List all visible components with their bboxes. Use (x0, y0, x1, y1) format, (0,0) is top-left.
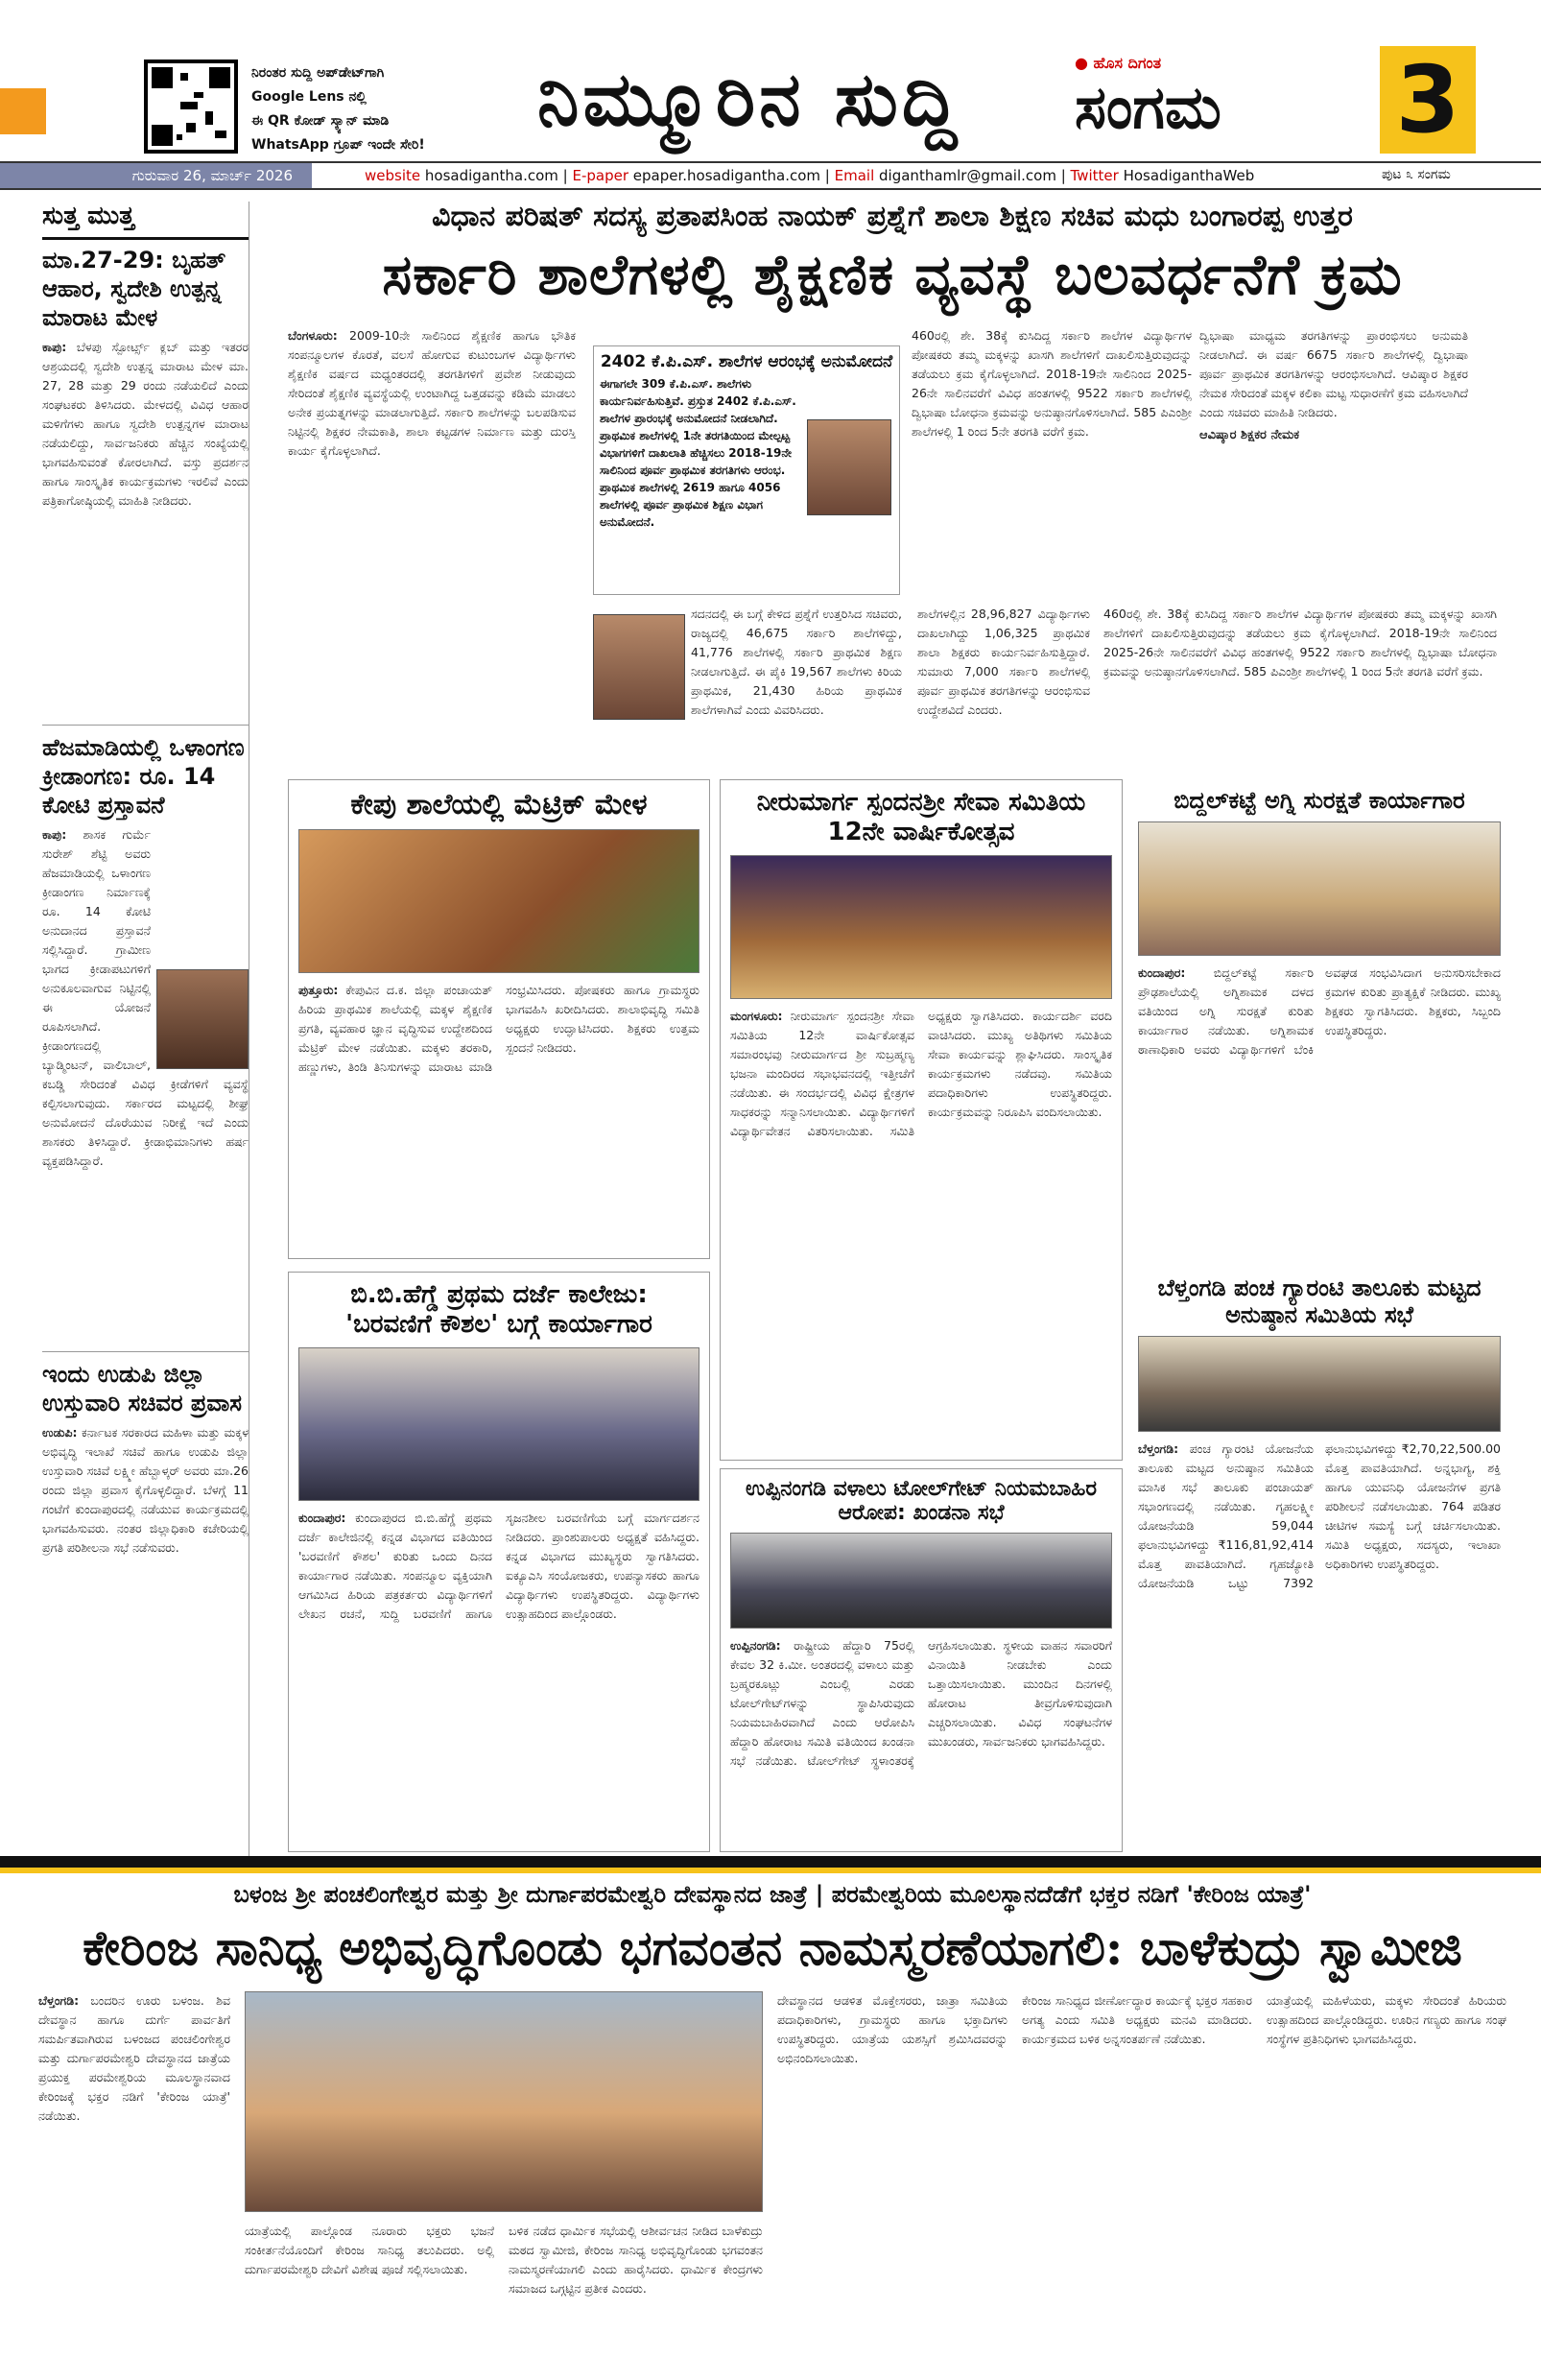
lead-col-2: ಸದನದಲ್ಲಿ ಈ ಬಗ್ಗೆ ಕೇಳಿದ ಪ್ರಶ್ನೆಗೆ ಉತ್ತರಿಸಿದ ಸಚಿವರು, ರಾಜ್ಯದಲ್ಲಿ 46,675 ಸರ್ಕಾರಿ ಶಾಲೆಗಳಿದ್ದು, 41,776 ಶಾಲೆಗಳಲ್ಲಿ ಸರ್ಕಾರಿ ಪ್ರಾಥಮಿಕ ಶಿಕ್ಷಣ ನೀಡಲಾಗುತ್ತಿದೆ. ಈ ಪೈಕಿ 19,567 ಶಾಲೆಗಳು ಕಿರಿಯ ಪ್ರಾಥಮಿಕ, 21,430 ಹಿರಿಯ ಪ್ರಾಥಮಿಕ ಶಾಲೆಗಳಾಗಿವೆ ಎಂದು ವಿವರಿಸಿದರು. (691, 607, 902, 717)
lead-kicker: ವಿಧಾನ ಪರಿಷತ್ ಸದಸ್ಯ ಪ್ರತಾಪಸಿಂಹ ನಾಯಕ್ ಪ್ರಶ್ನೆಗೆ ಶಾಲಾ ಶಿಕ್ಷಣ ಸಚಿವ ಮಧು ಬಂಗಾರಪ್ಪ ಉತ್ತರ (432, 200, 1353, 233)
brief-headline: ಇಂದು ಉಡುಪಿ ಜಿಲ್ಲಾ ಉಸ್ತುವಾರಿ ಸಚಿವರ ಪ್ರವಾಸ (42, 1361, 242, 1416)
page-number: 3 (1380, 46, 1476, 154)
story-uppinangadi: ಉಪ್ಪಿನಂಗಡಿ ವಳಾಲು ಟೋಲ್‌ಗೇಟ್ ನಿಯಮಬಾಹಿರ ಆರೋಪ: ಖಂಡನಾ ಸಭೆ ಉಪ್ಪಿನಂಗಡಿ: ರಾಷ್ಟ್ರೀಯ ಹೆದ್ದಾರಿ 75ರಲ್ಲಿ ಕೇವಲ 32 ಕಿ.ಮೀ. ಅಂತರದಲ್ಲಿ ವಳಾಲು ಮತ್ತು ಬ್ರಹ್ಮರಕೂಟ್ಲು ಎಂಬಲ್ಲಿ ಎರಡು ಟೋಲ್‌ಗೇಟ್‌ಗಳನ್ನು ಸ್ಥಾಪಿಸಿರುವುದು ನಿಯಮಬಾಹಿರವಾಗಿದೆ ಎಂದು ಆರೋಪಿಸಿ ಹೆದ್ದಾರಿ ಹೋರಾಟ ಸಮಿತಿ ವತಿಯಿಂದ ಖಂಡನಾ ಸಭೆ ನಡೆಯಿತು. ಟೋಲ್‌ಗೇಟ್ ಸ್ಥಳಾಂತರಕ್ಕೆ ಆಗ್ರಹಿಸಲಾಯಿತು. ಸ್ಥಳೀಯ ವಾಹನ ಸವಾರರಿಗೆ ವಿನಾಯಿತಿ ನೀಡಬೇಕು ಎಂದು ಒತ್ತಾಯಿಸಲಾಯಿತು. ಮುಂದಿನ ದಿನಗಳಲ್ಲಿ ಹೋರಾಟ ತೀವ್ರಗೊಳಿಸುವುದಾಗಿ ಎಚ್ಚರಿಸಲಾಯಿತು. ವಿವಿಧ ಸಂಘಟನೆಗಳ ಮುಖಂಡರು, ಸಾರ್ವಜನಿಕರು ಭಾಗವಹಿಸಿದ್ದರು. (720, 1468, 1123, 1852)
protest-meeting-photo (730, 1533, 1112, 1629)
lead-col-4: 460ರಲ್ಲಿ ಶೇ. 38ಕ್ಕೆ ಕುಸಿದಿದ್ದ ಸರ್ಕಾರಿ ಶಾಲೆಗಳ ವಿದ್ಯಾರ್ಥಿಗಳ ಪೋಷಕರು ತಮ್ಮ ಮಕ್ಕಳನ್ನು ಖಾಸಗಿ ಶಾಲೆಗಳಿಗೆ ದಾಖಲಿಸುತ್ತಿರುವುದನ್ನು ತಡೆಯಲು ಕ್ರಮ ಕೈಗೊಳ್ಳಲಾಗಿದೆ. 2018-19ನೇ ಸಾಲಿನಿಂದ 2025-26ನೇ ಸಾಲಿನವರೆಗೆ ವಿವಿಧ ಹಂತಗಳಲ್ಲಿ 9522 ಸರ್ಕಾರಿ ಶಾಲೆಗಳಲ್ಲಿ ದ್ವಿಭಾಷಾ ಬೋಧನಾ ಕ್ರಮವನ್ನು ಅನುಷ್ಠಾನಗೊಳಿಸಲಾಗಿದೆ. 585 ಪಿಎಂಶ್ರೀ ಶಾಲೆಗಳಲ್ಲಿ 1 ರಿಂದ 5ನೇ ತರಗತಿ ವರೆಗೆ ಕ್ರಮ. (912, 328, 1192, 439)
issue-date: ಗುರುವಾರ 26, ಮಾರ್ಚ್ 2026 (0, 163, 312, 188)
masthead (0, 0, 1541, 161)
mla-photo (156, 969, 249, 1069)
minister-photo (807, 419, 891, 515)
bottom-story: ಬೆಳ್ತಂಗಡಿ: ಬಂದರಿನ ಊರು ಬಳಂಜ. ಶಿವ ದೇವಸ್ಥಾನ ಹಾಗೂ ದುರ್ಗೆ ಪಾರ್ವತಿಗೆ ಸಮರ್ಪಿತವಾಗಿರುವ ಬಳಂಜದ ಪಂಚಲಿಂಗೇಶ್ವರ ಮತ್ತು ದುರ್ಗಾಪರಮೇಶ್ವರಿ ದೇವಸ್ಥಾನದ ಜಾತ್ರೆಯ ಪ್ರಯುಕ್ತ ಪರಮೇಶ್ವರಿಯ ಮೂಲಸ್ಥಾನವಾದ ಕೇರಿಂಜಕ್ಕೆ ಭಕ್ತರ ನಡಿಗೆ 'ಕೇರಿಂಜ ಯಾತ್ರೆ' ನಡೆಯಿತು. ಯಾತ್ರೆಯಲ್ಲಿ ಪಾಲ್ಗೊಂಡ ನೂರಾರು ಭಕ್ತರು ಭಜನೆ ಸಂಕೀರ್ತನೆಯೊಂದಿಗೆ ಕೇರಿಂಜ ಸಾನಿಧ್ಯ ತಲುಪಿದರು. ಅಲ್ಲಿ ದುರ್ಗಾಪರಮೇಶ್ವರಿ ದೇವಿಗೆ ವಿಶೇಷ ಪೂಜೆ ಸಲ್ಲಿಸಲಾಯಿತು. ಬಳಿಕ ನಡೆದ ಧಾರ್ಮಿಕ ಸಭೆಯಲ್ಲಿ ಆಶೀರ್ವಚನ ನೀಡಿದ ಬಾಳೆಕುದ್ರು ಮಠದ ಸ್ವಾಮೀಜಿ, ಕೇರಿಂಜ ಸಾನಿಧ್ಯ ಅಭಿವೃದ್ಧಿಗೊಂಡು ಭಗವಂತನ ನಾಮಸ್ಮರಣೆಯಾಗಲಿ ಎಂದು ಹಾರೈಸಿದರು. ಧಾರ್ಮಿಕ ಕೇಂದ್ರಗಳು ಸಮಾಜದ ಒಗ್ಗಟ್ಟಿನ ಪ್ರತೀಕ ಎಂದರು. ದೇವಸ್ಥಾನದ ಆಡಳಿತ ಮೊಕ್ತೇಸರರು, ಜಾತ್ರಾ ಸಮಿತಿಯ ಪದಾಧಿಕಾರಿಗಳು, ಗ್ರಾಮಸ್ಥರು ಹಾಗೂ ಭಕ್ತಾದಿಗಳು ಉಪಸ್ಥಿತರಿದ್ದರು. ಯಾತ್ರೆಯ ಯಶಸ್ಸಿಗೆ ಶ್ರಮಿಸಿದವರನ್ನು ಅಭಿನಂದಿಸಲಾಯಿತು. ಕೇರಿಂಜ ಸಾನಿಧ್ಯದ ಜೀರ್ಣೋದ್ಧಾರ ಕಾರ್ಯಕ್ಕೆ ಭಕ್ತರ ಸಹಕಾರ ಅಗತ್ಯ ಎಂದು ಸಮಿತಿ ಅಧ್ಯಕ್ಷರು ಮನವಿ ಮಾಡಿದರು. ಕಾರ್ಯಕ್ರಮದ ಬಳಿಕ ಅನ್ನಸಂತರ್ಪಣೆ ನಡೆಯಿತು. ಯಾತ್ರೆಯಲ್ಲಿ ಮಹಿಳೆಯರು, ಮಕ್ಕಳು ಸೇರಿದಂತೆ ಹಿರಿಯರು ಉತ್ಸಾಹದಿಂದ ಪಾಲ್ಗೊಂಡಿದ್ದರು. ಊರಿನ ಗಣ್ಯರು ಹಾಗೂ ಸಂಘ ಸಂಸ್ಥೆಗಳ ಪ್ರತಿನಿಧಿಗಳು ಭಾಗವಹಿಸಿದ್ದರು. (38, 1993, 1506, 2296)
lead-infobox: 2402 ಕೆ.ಪಿ.ಎಸ್. ಶಾಲೆಗಳ ಆರಂಭಕ್ಕೆ ಅನುಮೋದನೆ ಈಗಾಗಲೇ 309 ಕೆ.ಪಿ.ಎಸ್. ಶಾಲೆಗಳು ಕಾರ್ಯನಿರ್ವಹಿಸುತ್ತಿವೆ. ಪ್ರಸ್ತುತ 2402 ಕೆ.ಪಿ.ಎಸ್. ಶಾಲೆಗಳ ಪ್ರಾರಂಭಕ್ಕೆ ಅನುಮೋದನೆ ನೀಡಲಾಗಿದೆ. ಪ್ರಾಥಮಿಕ ಶಾಲೆಗಳಲ್ಲಿ 1ನೇ ತರಗತಿಯಿಂದ ಮೇಲ್ಪಟ್ಟ ವಿಭಾಗಗಳಿಗೆ ದಾಖಲಾತಿ ಹೆಚ್ಚಿಸಲು 2018-19ನೇ ಸಾಲಿನಿಂದ ಪೂರ್ವ ಪ್ರಾಥಮಿಕ ತರಗತಿಗಳು ಆರಂಭ. ಪ್ರಾಥಮಿಕ ಶಾಲೆಗಳಲ್ಲಿ 2619 ಹಾಗೂ 4056 ಶಾಲೆಗಳಲ್ಲಿ ಪೂರ್ವ ಪ್ರಾಥಮಿಕ ಶಿಕ್ಷಣ ವಿಭಾಗ ಅನುಮೋದನೆ. (593, 345, 900, 595)
brief-headline: ಹೆಜಮಾಡಿಯಲ್ಲಿ ಒಳಾಂಗಣ ಕ್ರೀಡಾಂಗಣ: ರೂ. 14 ಕೋಟಿ ಪ್ರಸ್ತಾವನೆ (42, 734, 245, 819)
brief-body: ಕಾಪು: ಶಾಸಕ ಗುರ್ಮೆ ಸುರೇಶ್ ಶೆಟ್ಟಿ ಅವರು ಹೆಜಮಾಡಿಯಲ್ಲಿ ಒಳಾಂಗಣ ಕ್ರೀಡಾಂಗಣ ನಿರ್ಮಾಣಕ್ಕೆ ರೂ. 14 ಕೋಟಿ ಅನುದಾನದ ಪ್ರಸ್ತಾವನೆ ಸಲ್ಲಿಸಿದ್ದಾರೆ. ಗ್ರಾಮೀಣ ಭಾಗದ ಕ್ರೀಡಾಪಟುಗಳಿಗೆ ಅನುಕೂಲವಾಗುವ ನಿಟ್ಟಿನಲ್ಲಿ ಈ ಯೋಜನೆ ರೂಪಿಸಲಾಗಿದೆ. ಕ್ರೀಡಾಂಗಣದಲ್ಲಿ ಬ್ಯಾಡ್ಮಿಂಟನ್, ವಾಲಿಬಾಲ್, ಕಬಡ್ಡಿ ಸೇರಿದಂತೆ ವಿವಿಧ ಕ್ರೀಡೆಗಳಿಗೆ ವ್ಯವಸ್ಥೆ ಕಲ್ಪಿಸಲಾಗುವುದು. ಸರ್ಕಾರದ ಮಟ್ಟದಲ್ಲಿ ಶೀಘ್ರ ಅನುಮೋದನೆ ದೊರೆಯುವ ನಿರೀಕ್ಷೆ ಇದೆ ಎಂದು ಶಾಸಕರು ತಿಳಿಸಿದ್ದಾರೆ. ಕ್ರೀಡಾಭಿಮಾನಿಗಳು ಹರ್ಷ ವ್ಯಕ್ತಪಡಿಸಿದ್ದಾರೆ. (42, 827, 249, 1168)
brief-body: ಉಡುಪಿ: ಕರ್ನಾಟಕ ಸರಕಾರದ ಮಹಿಳಾ ಮತ್ತು ಮಕ್ಕಳ ಅಭಿವೃದ್ಧಿ ಇಲಾಖೆ ಸಚಿವೆ ಹಾಗೂ ಉಡುಪಿ ಜಿಲ್ಲಾ ಉಸ್ತುವಾರಿ ಸಚಿವೆ ಲಕ್ಷ್ಮೀ ಹೆಬ್ಬಾಳ್ಕರ್ ಅವರು ಮಾ.26 ರಂದು ಜಿಲ್ಲಾ ಪ್ರವಾಸ ಕೈಗೊಳ್ಳಲಿದ್ದಾರೆ. ಬೆಳಗ್ಗೆ 11 ಗಂಟೆಗೆ ಕುಂದಾಪುರದಲ್ಲಿ ನಡೆಯುವ ಕಾರ್ಯಕ್ರಮದಲ್ಲಿ ಭಾಗವಹಿಸುವರು. ನಂತರ ಜಿಲ್ಲಾಧಿಕಾರಿ ಕಚೇರಿಯಲ್ಲಿ ಪ್ರಗತಿ ಪರಿಶೀಲನಾ ಸಭೆ ನಡೆಸುವರು. (42, 1425, 249, 1555)
bottom-kicker: ಬಳಂಜ ಶ್ರೀ ಪಂಚಲಿಂಗೇಶ್ವರ ಮತ್ತು ಶ್ರೀ ದುರ್ಗಾಪರಮೇಶ್ವರಿ ದೇವಸ್ಥಾನದ ಜಾತ್ರೆ | ಪರಮೇಶ್ವರಿಯ ಮೂಲಸ್ಥಾನದೆಡೆಗೆ ಭಕ್ತರ ನಡಿಗೆ 'ಕೇರಿಂಜ ಯಾತ್ರೆ' (233, 1881, 1312, 1908)
qr-instructions: ನಿರಂತರ ಸುದ್ದಿ ಅಪ್‌ಡೇಟ್‌ಗಾಗಿ Google Lens ನಲ್ಲಿ ಈ QR ಕೋಡ್ ಸ್ಕ್ಯಾನ್ ಮಾಡಿ WhatsApp ಗ್ರೂಪ್ ಇಂದೇ ಸೇರಿ! (251, 65, 425, 153)
section-divider-accent (0, 1868, 1541, 1873)
jatre-photo (245, 1991, 763, 2212)
page-label: ಪುಟ ೩ ಸಂಗಮ (1382, 167, 1451, 182)
brand-tag: ● ಹೊಸ ದಿಗಂತ (1075, 54, 1162, 72)
qr-code-icon[interactable] (144, 60, 238, 154)
story-bbhegde: ಬಿ.ಬಿ.ಹೆಗ್ಡೆ ಪ್ರಥಮ ದರ್ಜೆ ಕಾಲೇಜು: 'ಬರವಣಿಗೆ ಕೌಶಲ' ಬಗ್ಗೆ ಕಾರ್ಯಾಗಾರ ಕುಂದಾಪುರ: ಕುಂದಾಪುರದ ಬಿ.ಬಿ.ಹೆಗ್ಡೆ ಪ್ರಥಮ ದರ್ಜೆ ಕಾಲೇಜಿನಲ್ಲಿ ಕನ್ನಡ ವಿಭಾಗದ ವತಿಯಿಂದ 'ಬರವಣಿಗೆ ಕೌಶಲ' ಕುರಿತು ಒಂದು ದಿನದ ಕಾರ್ಯಾಗಾರ ನಡೆಯಿತು. ಸಂಪನ್ಮೂಲ ವ್ಯಕ್ತಿಯಾಗಿ ಆಗಮಿಸಿದ ಹಿರಿಯ ಪತ್ರಕರ್ತರು ವಿದ್ಯಾರ್ಥಿಗಳಿಗೆ ಲೇಖನ ರಚನೆ, ಸುದ್ದಿ ಬರವಣಿಗೆ ಹಾಗೂ ಸೃಜನಶೀಲ ಬರವಣಿಗೆಯ ಬಗ್ಗೆ ಮಾರ್ಗದರ್ಶನ ನೀಡಿದರು. ಪ್ರಾಂಶುಪಾಲರು ಅಧ್ಯಕ್ಷತೆ ವಹಿಸಿದ್ದರು. ಕನ್ನಡ ವಿಭಾಗದ ಮುಖ್ಯಸ್ಥರು ಸ್ವಾಗತಿಸಿದರು. ಐಕ್ಯೂಎಸಿ ಸಂಯೋಜಕರು, ಉಪನ್ಯಾಸಕರು ಹಾಗೂ ವಿದ್ಯಾರ್ಥಿಗಳು ಉಪಸ್ಥಿತರಿದ್ದರು. ವಿದ್ಯಾರ್ಥಿಗಳು ಉತ್ಸಾಹದಿಂದ ಪಾಲ್ಗೊಂಡರು. (288, 1272, 710, 1852)
section-title: ನಿಮ್ಮೂರಿನ ಸುದ್ದಿ (537, 56, 961, 143)
anniversary-photo (730, 855, 1112, 999)
section-divider (0, 1856, 1541, 1868)
brief-headline: ಮಾ.27-29: ಬೃಹತ್ ಆಹಾರ, ಸ್ವದೇಶಿ ಉತ್ಪನ್ನ ಮಾರಾಟ ಮೇಳ (42, 247, 226, 331)
lead-col-1: ಬೆಂಗಳೂರು: 2009-10ನೇ ಸಾಲಿನಿಂದ ಶೈಕ್ಷಣಿಕ ಹಾಗೂ ಭೌತಿಕ ಸಂಪನ್ಮೂಲಗಳ ಕೊರತೆ, ವಲಸೆ ಹೋಗುವ ಕುಟುಂಬಗಳ ವಿದ್ಯಾರ್ಥಿಗಳು ಶೈಕ್ಷಣಿಕ ವರ್ಷದ ಮಧ್ಯಂತರದಲ್ಲಿ ತರಗತಿಗಳಿಗೆ ಪ್ರವೇಶ ನೀಡುವುದು ಸೇರಿದಂತೆ ಶೈಕ್ಷಣಿಕ ವ್ಯವಸ್ಥೆಯಲ್ಲಿ ಉಂಟಾಗಿದ್ದ ಒತ್ತಡವನ್ನು ಕಡಿಮೆ ಮಾಡಲು ಅನೇಕ ಪ್ರಯತ್ನಗಳನ್ನು ಮಾಡಲಾಗುತ್ತಿದೆ. ಸರ್ಕಾರಿ ಶಾಲೆಗಳನ್ನು ಬಲಪಡಿಸುವ ನಿಟ್ಟಿನಲ್ಲಿ ಶಿಕ್ಷಕರ ನೇಮಕಾತಿ, ಶಾಲಾ ಕಟ್ಟಡಗಳ ನಿರ್ಮಾಣ ಮತ್ತು ದುರಸ್ತಿ ಕಾರ್ಯ ಕೈಗೊಳ್ಳಲಾಗಿದೆ. (288, 328, 576, 458)
website-link[interactable]: hosadigantha.com (424, 167, 558, 184)
story-kepu: ಕೇಪು ಶಾಲೆಯಲ್ಲಿ ಮೆಟ್ರಿಕ್ ಮೇಳ ಪುತ್ತೂರು: ಕೇಪುವಿನ ದ.ಕ. ಜಿಲ್ಲಾ ಪಂಚಾಯತ್ ಹಿರಿಯ ಪ್ರಾಥಮಿಕ ಶಾಲೆಯಲ್ಲಿ ಮಕ್ಕಳ ಶೈಕ್ಷಣಿಕ ಪ್ರಗತಿ, ವ್ಯವಹಾರ ಜ್ಞಾನ ವೃದ್ಧಿಸುವ ಉದ್ದೇಶದಿಂದ ಮೆಟ್ರಿಕ್ ಮೇಳ ನಡೆಯಿತು. ಮಕ್ಕಳು ತರಕಾರಿ, ಹಣ್ಣುಗಳು, ತಿಂಡಿ ತಿನಿಸುಗಳನ್ನು ಮಾರಾಟ ಮಾಡಿ ಸಂಭ್ರಮಿಸಿದರು. ಪೋಷಕರು ಹಾಗೂ ಗ್ರಾಮಸ್ಥರು ಭಾಗವಹಿಸಿ ಖರೀದಿಸಿದರು. ಶಾಲಾಭಿವೃದ್ಧಿ ಸಮಿತಿ ಅಧ್ಯಕ್ಷರು ಉದ್ಘಾಟಿಸಿದರು. ಶಿಕ್ಷಕರು ಉತ್ತಮ ಸ್ಪಂದನೆ ನೀಡಿದರು. (288, 779, 710, 1259)
brand-name: ಸಂಗಮ (1075, 72, 1221, 142)
story-belthangady: ಬೆಳ್ತಂಗಡಿ ಪಂಚ ಗ್ಯಾರಂಟಿ ತಾಲೂಕು ಮಟ್ಟದ ಅನುಷ್ಠಾನ ಸಮಿತಿಯ ಸಭೆ ಬೆಳ್ತಂಗಡಿ: ಪಂಚ ಗ್ಯಾರಂಟಿ ಯೋಜನೆಯ ತಾಲೂಕು ಮಟ್ಟದ ಅನುಷ್ಠಾನ ಸಮಿತಿಯ ಮಾಸಿಕ ಸಭೆ ತಾಲೂಕು ಪಂಚಾಯತ್ ಸಭಾಂಗಣದಲ್ಲಿ ನಡೆಯಿತು. ಗೃಹಲಕ್ಷ್ಮೀ ಯೋಜನೆಯಡಿ 59,044 ಫಲಾನುಭವಿಗಳಿದ್ದು ₹116,81,92,414 ಮೊತ್ತ ಪಾವತಿಯಾಗಿದೆ. ಗೃಹಜ್ಯೋತಿ ಯೋಜನೆಯಡಿ ಒಟ್ಟು 7392 ಫಲಾನುಭವಿಗಳಿದ್ದು ₹2,70,22,500.00 ಮೊತ್ತ ಪಾವತಿಯಾಗಿದೆ. ಅನ್ನಭಾಗ್ಯ, ಶಕ್ತಿ ಹಾಗೂ ಯುವನಿಧಿ ಯೋಜನೆಗಳ ಪ್ರಗತಿ ಪರಿಶೀಲನೆ ನಡೆಸಲಾಯಿತು. 764 ಪಡಿತರ ಚೀಟಿಗಳ ಸಮಸ್ಯೆ ಬಗ್ಗೆ ಚರ್ಚಿಸಲಾಯಿತು. ಸಮಿತಿ ಅಧ್ಯಕ್ಷರು, ಸದಸ್ಯರು, ಇಲಾಖಾ ಅಧಿಕಾರಿಗಳು ಉಪಸ್ಥಿತರಿದ್ದರು. (1138, 1274, 1501, 1590)
left-column-briefs (42, 202, 249, 1857)
contact-links: website hosadigantha.com | E-paper epaper.hosadigantha.com | Email diganthamlr@gmail.com | Twitter HosadiganthaWeb (365, 167, 1255, 184)
metric-fair-photo (298, 829, 699, 973)
info-bar (0, 161, 1541, 190)
story-biddal: ಬಿದ್ದಲ್‌ಕಟ್ಟೆ ಅಗ್ನಿ ಸುರಕ್ಷತೆ ಕಾರ್ಯಾಗಾರ ಕುಂದಾಪುರ: ಬಿದ್ದಲ್‌ಕಟ್ಟೆ ಸರ್ಕಾರಿ ಪ್ರೌಢಶಾಲೆಯಲ್ಲಿ ಅಗ್ನಿಶಾಮಕ ದಳದ ವತಿಯಿಂದ ಅಗ್ನಿ ಸುರಕ್ಷತೆ ಕುರಿತು ಕಾರ್ಯಾಗಾರ ನಡೆಯಿತು. ಅಗ್ನಿಶಾಮಕ ಠಾಣಾಧಿಕಾರಿ ಅವರು ವಿದ್ಯಾರ್ಥಿಗಳಿಗೆ ಬೆಂಕಿ ಅವಘಡ ಸಂಭವಿಸಿದಾಗ ಅನುಸರಿಸಬೇಕಾದ ಕ್ರಮಗಳ ಕುರಿತು ಪ್ರಾತ್ಯಕ್ಷಿಕೆ ನೀಡಿದರು. ಮುಖ್ಯ ಶಿಕ್ಷಕರು ಸ್ವಾಗತಿಸಿದರು. ಶಿಕ್ಷಕರು, ಸಿಬ್ಬಂದಿ ಉಪಸ್ಥಿತರಿದ್ದರು. (1138, 787, 1501, 1057)
bottom-headline: ಕೇರಿಂಜ ಸಾನಿಧ್ಯ ಅಭಿವೃದ್ಧಿಗೊಂಡು ಭಗವಂತನ ನಾಮಸ್ಮರಣೆಯಾಗಲಿ: ಬಾಳೆಕುದ್ರು ಸ್ವಾಮೀಜಿ (83, 1919, 1462, 1976)
story-neerumarga: ನೀರುಮಾರ್ಗ ಸ್ಪಂದನಶ್ರೀ ಸೇವಾ ಸಮಿತಿಯ 12ನೇ ವಾರ್ಷಿಕೋತ್ಸವ ಮಂಗಳೂರು: ನೀರುಮಾರ್ಗ ಸ್ಪಂದನಶ್ರೀ ಸೇವಾ ಸಮಿತಿಯ 12ನೇ ವಾರ್ಷಿಕೋತ್ಸವ ಸಮಾರಂಭವು ನೀರುಮಾರ್ಗದ ಶ್ರೀ ಸುಬ್ರಹ್ಮಣ್ಯ ಭಜನಾ ಮಂದಿರದ ಸಭಾಭವನದಲ್ಲಿ ಇತ್ತೀಚೆಗೆ ನಡೆಯಿತು. ಈ ಸಂದರ್ಭದಲ್ಲಿ ವಿವಿಧ ಕ್ಷೇತ್ರಗಳ ಸಾಧಕರನ್ನು ಸನ್ಮಾನಿಸಲಾಯಿತು. ವಿದ್ಯಾರ್ಥಿಗಳಿಗೆ ವಿದ್ಯಾರ್ಥಿವೇತನ ವಿತರಿಸಲಾಯಿತು. ಸಮಿತಿ ಅಧ್ಯಕ್ಷರು ಸ್ವಾಗತಿಸಿದರು. ಕಾರ್ಯದರ್ಶಿ ವರದಿ ವಾಚಿಸಿದರು. ಮುಖ್ಯ ಅತಿಥಿಗಳು ಸಮಿತಿಯ ಸೇವಾ ಕಾರ್ಯವನ್ನು ಶ್ಲಾಘಿಸಿದರು. ಸಾಂಸ್ಕೃತಿಕ ಕಾರ್ಯಕ್ರಮಗಳು ನಡೆದವು. ಸಮಿತಿಯ ಪದಾಧಿಕಾರಿಗಳು ಉಪಸ್ಥಿತರಿದ್ದರು. ಕಾರ್ಯಕ್ರಮವನ್ನು ನಿರೂಪಿಸಿ ವಂದಿಸಲಾಯಿತು. (720, 779, 1123, 1461)
masthead-accent-block (0, 88, 46, 134)
email-link[interactable]: diganthamlr@gmail.com (879, 167, 1056, 184)
section-label: ಸುತ್ತ ಮುತ್ತ (42, 202, 135, 230)
lead-story (288, 326, 1497, 768)
mlc-photo (593, 614, 685, 720)
fire-safety-photo (1138, 821, 1501, 956)
brief-body: ಕಾಪು: ಬೆಳಪು ಸ್ಪೋರ್ಟ್ಸ್ ಕ್ಲಬ್ ಮತ್ತು ಇತರರ ಆಶ್ರಯದಲ್ಲಿ ಸ್ವದೇಶಿ ಉತ್ಪನ್ನ ಮಾರಾಟ ಮೇಳ ಮಾ. 27, 28 ಮತ್ತು 29 ರಂದು ನಡೆಯಲಿದೆ ಎಂದು ಸಂಘಟಕರು ತಿಳಿಸಿದರು. ಮೇಳದಲ್ಲಿ ವಿವಿಧ ಆಹಾರ ಮಳಿಗೆಗಳು ಹಾಗೂ ಸ್ವದೇಶಿ ಉತ್ಪನ್ನಗಳ ಮಾರಾಟ ನಡೆಯಲಿದ್ದು, ಸಾರ್ವಜನಿಕರು ಹೆಚ್ಚಿನ ಸಂಖ್ಯೆಯಲ್ಲಿ ಭಾಗವಹಿಸುವಂತೆ ಕೋರಲಾಗಿದೆ. ವಸ್ತು ಪ್ರದರ್ಶನ ಹಾಗೂ ಸಾಂಸ್ಕೃತಿಕ ಕಾರ್ಯಕ್ರಮಗಳು ಇರಲಿವೆ ಎಂದು ಪತ್ರಿಕಾಗೋಷ್ಠಿಯಲ್ಲಿ ಮಾಹಿತಿ ನೀಡಿದರು. (42, 340, 249, 508)
lead-headline: ಸರ್ಕಾರಿ ಶಾಲೆಗಳಲ್ಲಿ ಶೈಕ್ಷಣಿಕ ವ್ಯವಸ್ಥೆ ಬಲವರ್ಧನೆಗೆ ಕ್ರಮ (382, 242, 1403, 307)
lead-col-3: ಶಾಲೆಗಳಲ್ಲಿನ 28,96,827 ವಿದ್ಯಾರ್ಥಿಗಳು ದಾಖಲಾಗಿದ್ದು 1,06,325 ಪ್ರಾಥಮಿಕ ಶಾಲಾ ಶಿಕ್ಷಕರು ಕಾರ್ಯನಿರ್ವಹಿಸುತ್ತಿದ್ದಾರೆ. ಸುಮಾರು 7,000 ಸರ್ಕಾರಿ ಶಾಲೆಗಳಲ್ಲಿ ಪೂರ್ವ ಪ್ರಾಥಮಿಕ ತರಗತಿಗಳನ್ನು ಆರಂಭಿಸುವ ಉದ್ದೇಶವಿದೆ ಎಂದರು. (917, 607, 1090, 717)
epaper-link[interactable]: epaper.hosadigantha.com (632, 167, 821, 184)
twitter-link[interactable]: HosadiganthaWeb (1123, 167, 1255, 184)
lead-col-6: 460ರಲ್ಲಿ ಶೇ. 38ಕ್ಕೆ ಕುಸಿದಿದ್ದ ಸರ್ಕಾರಿ ಶಾಲೆಗಳ ವಿದ್ಯಾರ್ಥಿಗಳ ಪೋಷಕರು ತಮ್ಮ ಮಕ್ಕಳನ್ನು ಖಾಸಗಿ ಶಾಲೆಗಳಿಗೆ ದಾಖಲಿಸುತ್ತಿರುವುದನ್ನು ತಡೆಯಲು ಕ್ರಮ ಕೈಗೊಳ್ಳಲಾಗಿದೆ. 2018-19ನೇ ಸಾಲಿನಿಂದ 2025-26ನೇ ಸಾಲಿನವರೆಗೆ ವಿವಿಧ ಹಂತಗಳಲ್ಲಿ 9522 ಸರ್ಕಾರಿ ಶಾಲೆಗಳಲ್ಲಿ ದ್ವಿಭಾಷಾ ಬೋಧನಾ ಕ್ರಮವನ್ನು ಅನುಷ್ಠಾನಗೊಳಿಸಲಾಗಿದೆ. 585 ಪಿಎಂಶ್ರೀ ಶಾಲೆಗಳಲ್ಲಿ 1 ರಿಂದ 5ನೇ ತರಗತಿ ವರೆಗೆ ಕ್ರಮ. (1103, 607, 1497, 678)
lead-col-5: ದ್ವಿಭಾಷಾ ಮಾಧ್ಯಮ ತರಗತಿಗಳನ್ನು ಪ್ರಾರಂಭಿಸಲು ಅನುಮತಿ ನೀಡಲಾಗಿದೆ. ಈ ವರ್ಷ 6675 ಸರ್ಕಾರಿ ಶಾಲೆಗಳಲ್ಲಿ ದ್ವಿಭಾಷಾ ಪೂರ್ವ ಪ್ರಾಥಮಿಕ ತರಗತಿಗಳನ್ನು ಆರಂಭಿಸಲಾಗಿದೆ. ಆವಿಷ್ಕಾರ ಶಿಕ್ಷಕರ ನೇಮಕ ಸೇರಿದಂತೆ ಮಕ್ಕಳ ಕಲಿಕಾ ಮಟ್ಟ ಸುಧಾರಣೆಗೆ ಕ್ರಮ ವಹಿಸಲಾಗಿದೆ ಎಂದು ಸಚಿವರು ಮಾಹಿತಿ ನೀಡಿದರು. ಆವಿಷ್ಕಾರ ಶಿಕ್ಷಕರ ನೇಮಕ (1199, 328, 1468, 442)
college-workshop-photo (298, 1347, 699, 1501)
committee-meeting-photo (1138, 1336, 1501, 1432)
